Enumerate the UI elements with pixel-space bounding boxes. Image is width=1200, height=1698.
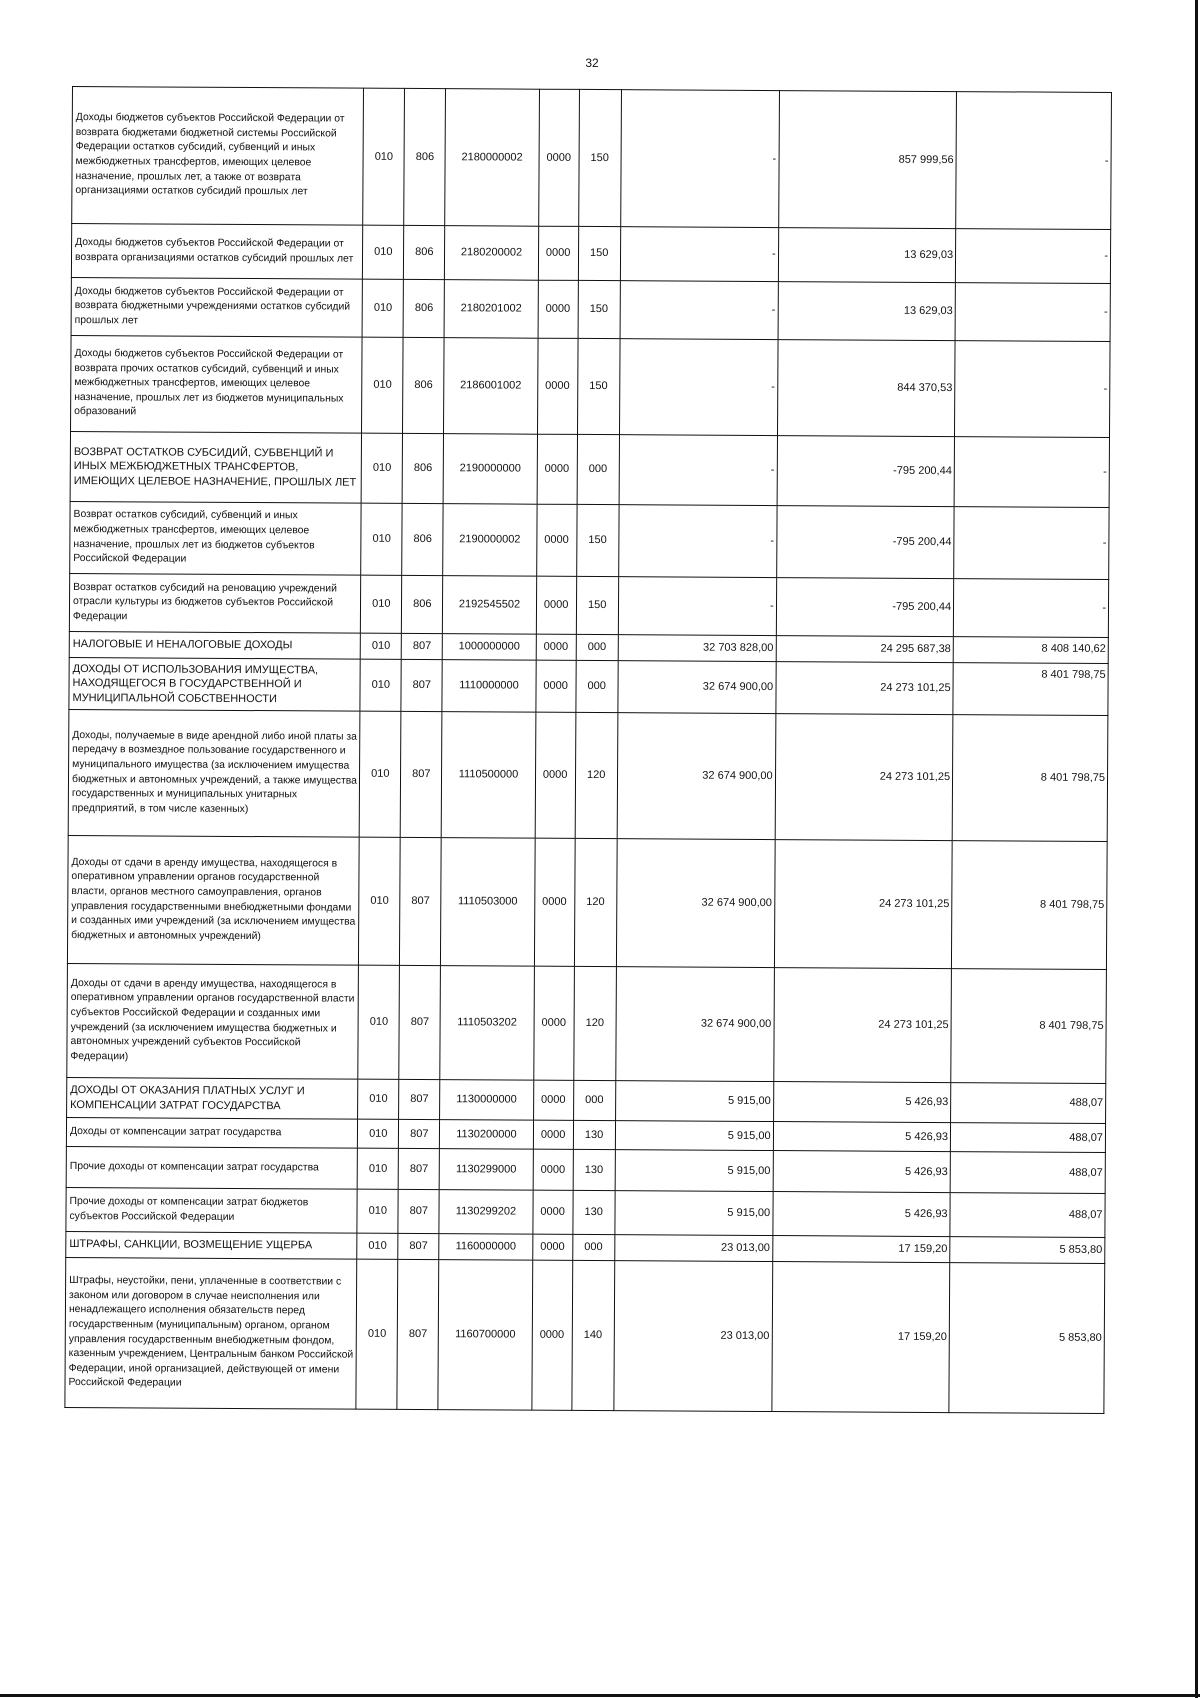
row-code-5: 150 — [577, 338, 620, 434]
row-code-4: 0000 — [536, 504, 576, 576]
row-code-1: 010 — [362, 279, 403, 337]
table-row — [70, 431, 1109, 507]
row-name: Доходы бюджетов субъектов Российской Федерации от возврата бюджетами бюджетной системы Российской Федерации остатков субсидий, субвенций и иных межбюджетных трансфертов, имеющих целевое назначение, прошлых лет, а также от возврата организациями остатков субсидий прошлых лет — [72, 87, 364, 226]
row-code-3: 1130299000 — [439, 1149, 533, 1191]
row-code-2: 807 — [399, 1079, 440, 1119]
row-value-3: 488,07 — [951, 1083, 1106, 1124]
table-row — [66, 1187, 1105, 1237]
row-code-5: 000 — [572, 1234, 614, 1260]
row-code-2: 807 — [397, 1259, 439, 1409]
row-value-3: - — [955, 229, 1110, 284]
row-code-1: 010 — [356, 1259, 398, 1409]
row-code-5: 150 — [578, 280, 620, 338]
row-value-3: - — [955, 341, 1110, 438]
row-code-3: 1130000000 — [440, 1080, 534, 1121]
row-code-2: 807 — [399, 1119, 440, 1148]
row-value-2: 13 629,03 — [778, 282, 956, 341]
row-code-4: 0000 — [533, 1120, 573, 1149]
row-code-3: 2180000002 — [445, 89, 539, 227]
row-value-2: 13 629,03 — [778, 228, 956, 283]
row-name: Прочие доходы от компенсации затрат государства — [66, 1146, 358, 1189]
row-value-2: 5 426,93 — [773, 1082, 951, 1123]
table-row — [67, 963, 1107, 1083]
row-value-1: 5 915,00 — [615, 1121, 773, 1151]
row-value-1: - — [618, 505, 776, 578]
row-name: ШТРАФЫ, САНКЦИИ, ВОЗМЕЩЕНИЕ УЩЕРБА — [66, 1231, 357, 1259]
row-code-4: 0000 — [533, 1190, 573, 1234]
row-code-5: 000 — [573, 1080, 615, 1120]
row-code-2: 806 — [402, 503, 443, 575]
row-code-4: 0000 — [533, 1080, 573, 1120]
row-code-3: 2192545502 — [443, 576, 537, 635]
row-value-3: - — [956, 92, 1112, 230]
row-value-3: - — [954, 437, 1109, 508]
table-row — [72, 87, 1112, 230]
row-code-2: 807 — [401, 633, 442, 659]
row-code-5: 150 — [576, 576, 618, 634]
row-code-1: 010 — [361, 575, 402, 633]
scan-border-bottom — [0, 1694, 1200, 1697]
row-code-2: 806 — [404, 88, 446, 225]
row-code-3: 1160000000 — [439, 1234, 532, 1261]
row-code-5: 130 — [573, 1149, 615, 1190]
row-code-3: 2190000002 — [443, 504, 537, 577]
row-code-2: 807 — [400, 837, 442, 965]
row-code-3: 1110503202 — [440, 966, 534, 1081]
row-code-3: 1110500000 — [441, 712, 535, 839]
row-code-3: 1130200000 — [440, 1120, 533, 1150]
row-code-1: 010 — [362, 337, 404, 433]
row-name: Штрафы, неустойки, пени, уплаченные в соответствии с законом или договором в случае неисполнения или ненадлежащего исполнения обязательств перед государственным (муниципальным) органом, органом управления государственным внебюджетным фондом, казенным учреждением, Центральным банком Российской Федерации, иной организацией, действующей от имени Российской Федерации — [65, 1257, 357, 1409]
row-value-1: 32 674 900,00 — [615, 967, 774, 1082]
row-code-2: 807 — [400, 711, 442, 837]
row-value-2: 857 999,56 — [778, 91, 956, 229]
row-code-2: 806 — [403, 279, 444, 337]
row-value-2: 17 159,20 — [772, 1262, 950, 1413]
row-code-3: 2180201002 — [444, 280, 538, 339]
row-name: Возврат остатков субсидий, субвенций и иных межбюджетных трансфертов, имеющих целевое назначение, прошлых лет из бюджетов субъектов Российской Федерации — [70, 501, 362, 575]
row-name: Доходы от сдачи в аренду имущества, находящегося в оперативном управлении органов государственной власти, органов местного самоуправления, органов управления государственными внебюджетными фондами и созданных ими учреждений (за исключением имущества бюджетных и автономных учреждений) — [67, 835, 359, 965]
revenue-table — [64, 86, 1112, 1414]
row-value-2: -795 200,44 — [776, 506, 954, 579]
row-value-1: 23 013,00 — [614, 1261, 773, 1412]
row-code-5: 150 — [576, 504, 618, 576]
row-code-5: 130 — [573, 1120, 615, 1149]
row-code-1: 010 — [360, 633, 401, 659]
row-code-1: 010 — [358, 965, 400, 1079]
row-value-3: - — [953, 579, 1108, 638]
row-code-1: 010 — [363, 225, 404, 279]
table-row — [67, 835, 1107, 969]
row-code-3: 1000000000 — [443, 634, 536, 661]
table-row — [65, 1257, 1105, 1413]
row-code-2: 807 — [401, 659, 442, 711]
row-value-2: 24 295 687,38 — [776, 636, 954, 663]
row-name: Доходы от сдачи в аренду имущества, находящегося в оперативном управлении органов государственной власти субъектов Российской Федерации и созданных ими учреждений (за исключением имущества бюджетных и автономных учреждений субъектов Российской Федерации) — [67, 963, 359, 1079]
row-value-2: 5 426,93 — [773, 1192, 951, 1237]
row-value-1: 32 674 900,00 — [616, 839, 775, 968]
row-value-3: 8 401 798,75 — [951, 969, 1107, 1084]
row-code-2: 807 — [399, 965, 441, 1079]
row-code-5: 150 — [578, 89, 621, 226]
row-value-1: - — [620, 90, 779, 228]
row-name: Доходы бюджетов субъектов Российской Федерации от возврата организациями остатков субсидий прошлых лет — [71, 224, 363, 280]
row-code-3: 1130299202 — [439, 1190, 533, 1235]
row-value-3: 488,07 — [950, 1123, 1105, 1153]
row-value-2: 17 159,20 — [772, 1236, 950, 1263]
table-row — [69, 573, 1108, 637]
row-code-1: 010 — [358, 1079, 399, 1119]
row-code-3: 1110000000 — [442, 660, 536, 713]
row-value-1: 23 013,00 — [614, 1235, 772, 1262]
row-code-4: 0000 — [538, 89, 579, 226]
row-code-2: 806 — [404, 225, 445, 279]
page-number: 32 — [585, 56, 599, 70]
row-value-1: 5 915,00 — [615, 1150, 773, 1192]
row-code-1: 010 — [361, 433, 402, 503]
row-code-2: 807 — [398, 1233, 439, 1259]
row-name: Доходы, получаемые в виде арендной либо иной платы за передачу в возмездное пользование государственного и муниципального имущества (за исключением имущества бюджетных и автономных учреждений, а также имущества государственных и муниципальных унитарных предприятий, в том числе казенных) — [68, 709, 360, 837]
row-value-1: - — [620, 281, 778, 340]
row-code-4: 0000 — [537, 434, 577, 504]
row-code-2: 806 — [402, 575, 443, 633]
table-row — [71, 224, 1110, 284]
table-row — [68, 709, 1108, 841]
row-code-3: 2190000000 — [443, 434, 537, 505]
row-value-1: 5 915,00 — [615, 1081, 773, 1122]
row-value-1: - — [620, 227, 778, 282]
row-name: Прочие доходы от компенсации затрат бюджетов субъектов Российской Федерации — [66, 1187, 358, 1233]
scan-border-right — [1195, 0, 1198, 1698]
row-code-1: 010 — [357, 1189, 398, 1233]
table-row — [69, 657, 1108, 715]
row-code-4: 0000 — [538, 280, 578, 338]
row-value-1: - — [618, 577, 776, 636]
row-code-1: 010 — [360, 659, 401, 711]
row-code-1: 010 — [363, 88, 405, 225]
row-code-1: 010 — [359, 711, 401, 837]
row-name: Возврат остатков субсидий на реновацию учреждений отрасли культуры из бюджетов субъектов Российской Федерации — [69, 573, 361, 633]
row-code-5: 000 — [577, 434, 619, 504]
row-code-1: 010 — [358, 1119, 399, 1148]
row-code-2: 807 — [398, 1189, 439, 1233]
row-value-3: - — [955, 283, 1110, 342]
row-value-2: 24 273 101,25 — [773, 968, 951, 1083]
row-value-2: 24 273 101,25 — [774, 840, 952, 969]
row-code-3: 1110503000 — [441, 838, 535, 967]
row-code-3: 1160700000 — [438, 1260, 532, 1411]
row-code-5: 000 — [576, 660, 618, 712]
row-code-2: 806 — [402, 433, 443, 503]
row-value-3: 488,07 — [950, 1193, 1105, 1238]
row-code-4: 0000 — [532, 1234, 572, 1260]
table-row — [70, 501, 1109, 579]
table-row — [66, 1146, 1105, 1193]
row-name: НАЛОГОВЫЕ И НЕНАЛОГОВЫЕ ДОХОДЫ — [69, 631, 360, 659]
row-code-1: 010 — [357, 1148, 398, 1189]
row-value-3: - — [954, 507, 1109, 580]
row-code-2: 806 — [403, 337, 445, 433]
row-value-2: 5 426,93 — [773, 1151, 951, 1193]
row-value-3: 8 401 798,75 — [953, 663, 1108, 716]
row-code-4: 0000 — [536, 660, 576, 712]
row-code-4: 0000 — [533, 966, 574, 1080]
table-row — [67, 1077, 1106, 1123]
row-code-5: 140 — [572, 1260, 615, 1410]
row-name: Доходы бюджетов субъектов Российской Федерации от возврата прочих остатков субсидий, субвенций и иных межбюджетных трансфертов, имеющих целевое назначение, прошлых лет из бюджетов муниципальных образований — [71, 335, 363, 433]
row-value-2: 844 370,53 — [777, 340, 955, 437]
row-value-1: 32 674 900,00 — [617, 713, 776, 840]
row-value-3: 8 401 798,75 — [952, 715, 1108, 842]
row-value-1: 32 703 828,00 — [618, 635, 776, 662]
row-code-5: 120 — [574, 838, 617, 966]
row-value-2: -795 200,44 — [776, 578, 954, 637]
row-code-5: 130 — [573, 1190, 615, 1234]
row-name: Доходы бюджетов субъектов Российской Федерации от возврата бюджетными учреждениями остатков субсидий прошлых лет — [71, 277, 363, 337]
row-name: ДОХОДЫ ОТ ОКАЗАНИЯ ПЛАТНЫХ УСЛУГ И КОМПЕНСАЦИИ ЗАТРАТ ГОСУДАРСТВА — [67, 1077, 359, 1119]
row-value-3: 8 401 798,75 — [951, 841, 1107, 970]
row-code-4: 0000 — [537, 338, 578, 434]
row-code-4: 0000 — [534, 838, 575, 966]
row-code-5: 120 — [573, 966, 616, 1080]
table-row — [71, 277, 1110, 341]
row-value-3: 488,07 — [950, 1152, 1105, 1194]
row-value-1: - — [619, 339, 777, 436]
row-code-2: 807 — [398, 1148, 439, 1189]
row-code-3: 2180200002 — [445, 226, 539, 281]
row-value-2: 24 273 101,25 — [776, 662, 954, 715]
row-code-5: 000 — [576, 634, 618, 660]
row-name: ВОЗВРАТ ОСТАТКОВ СУБСИДИЙ, СУБВЕНЦИЙ И ИНЫХ МЕЖБЮДЖЕТНЫХ ТРАНСФЕРТОВ, ИМЕЮЩИХ ЦЕЛЕВОЕ НАЗНАЧЕНИЕ, ПРОШЛЫХ ЛЕТ — [70, 431, 362, 503]
row-name: ДОХОДЫ ОТ ИСПОЛЬЗОВАНИЯ ИМУЩЕСТВА, НАХОДЯЩЕГОСЯ В ГОСУДАРСТВЕННОЙ И МУНИЦИПАЛЬНОЙ СОБСТВЕННОСТИ — [69, 657, 361, 711]
row-value-1: - — [619, 435, 777, 506]
table-row — [71, 335, 1111, 437]
row-code-4: 0000 — [536, 634, 576, 660]
row-code-4: 0000 — [535, 712, 576, 838]
row-value-3: 8 408 140,62 — [953, 637, 1108, 664]
row-code-1: 010 — [357, 1233, 398, 1259]
row-value-3: 5 853,80 — [950, 1237, 1105, 1264]
row-value-1: 5 915,00 — [615, 1191, 773, 1236]
row-code-4: 0000 — [536, 576, 576, 634]
row-value-2: 24 273 101,25 — [775, 714, 953, 841]
row-code-3: 2186001002 — [444, 338, 538, 435]
row-value-2: 5 426,93 — [773, 1122, 951, 1152]
row-code-5: 120 — [575, 712, 618, 838]
row-code-5: 150 — [578, 226, 620, 280]
row-value-3: 5 853,80 — [949, 1263, 1105, 1414]
row-value-2: -795 200,44 — [777, 436, 955, 507]
row-name: Доходы от компенсации затрат государства — [66, 1117, 357, 1148]
row-value-1: 32 674 900,00 — [618, 661, 776, 714]
row-code-4: 0000 — [538, 226, 578, 280]
row-code-1: 010 — [359, 837, 401, 965]
row-code-4: 0000 — [532, 1260, 573, 1410]
row-code-1: 010 — [361, 503, 402, 575]
row-code-4: 0000 — [533, 1149, 573, 1190]
